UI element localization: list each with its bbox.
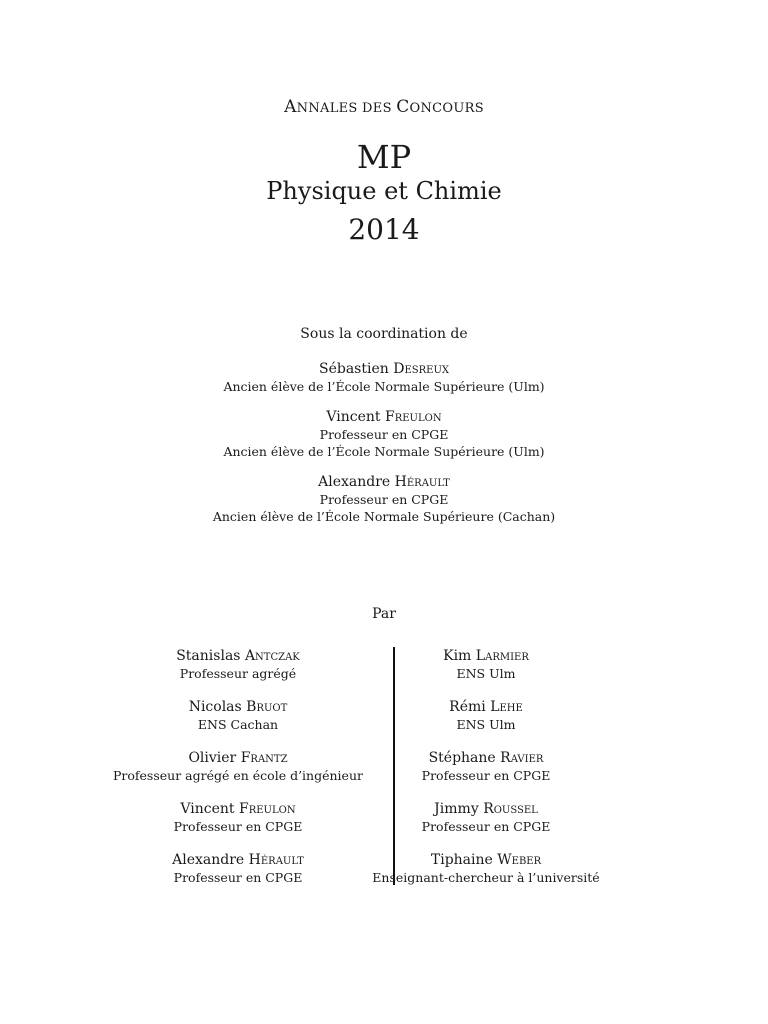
last-name: Freulon bbox=[239, 801, 296, 817]
coordination-intro: Sous la coordination de bbox=[300, 326, 468, 342]
author bbox=[286, 699, 686, 733]
last-name: Hérault bbox=[248, 852, 304, 868]
first-name: Olivier bbox=[188, 750, 237, 766]
authors-right-column bbox=[372, 648, 768, 903]
last-name: Weber bbox=[497, 852, 542, 868]
author-role: Professeur en CPGE bbox=[421, 819, 551, 834]
author-role: Professeur en CPGE bbox=[173, 819, 303, 834]
author-role: Professeur agrégé bbox=[179, 666, 297, 681]
author bbox=[286, 750, 686, 784]
first-name: Vincent bbox=[180, 801, 235, 817]
coordinator-role: Ancien élève de l’École Normale Supérieure (Ulm) bbox=[223, 444, 545, 459]
first-name: Stéphane bbox=[428, 750, 496, 766]
coordinator-role: Ancien élève de l’École Normale Supérieure (Cachan) bbox=[212, 509, 556, 524]
author-role: Professeur en CPGE bbox=[421, 768, 551, 783]
first-name: Jimmy bbox=[434, 801, 479, 817]
author-role: Professeur en CPGE bbox=[173, 870, 303, 885]
series-text-2: ONCOURS bbox=[409, 101, 484, 116]
last-name: Roussel bbox=[483, 801, 538, 817]
coordinator-name bbox=[0, 361, 768, 378]
first-name: Alexandre bbox=[318, 474, 391, 490]
first-name: Alexandre bbox=[172, 852, 245, 868]
author-role: ENS Ulm bbox=[456, 666, 516, 681]
first-name: Rémi bbox=[449, 699, 486, 715]
last-name: Bruot bbox=[246, 699, 288, 715]
coordinator-role: Ancien élève de l’École Normale Supérieure (Ulm) bbox=[223, 379, 545, 394]
series-text-1: NNALES DES bbox=[296, 101, 397, 116]
author-role: Professeur agrégé en école d’ingénieur bbox=[113, 768, 363, 783]
last-name: Lehe bbox=[490, 699, 523, 715]
series-title bbox=[0, 97, 768, 117]
last-name: Hérault bbox=[394, 474, 450, 490]
author-name bbox=[286, 750, 686, 767]
author bbox=[286, 648, 686, 682]
author-role: ENS Ulm bbox=[456, 717, 516, 732]
exam-title: MP bbox=[356, 138, 412, 176]
last-name: Antczak bbox=[244, 648, 300, 664]
first-name: Stanislas bbox=[176, 648, 241, 664]
author-role: ENS Cachan bbox=[197, 717, 279, 732]
coordinator-role: Professeur en CPGE bbox=[319, 492, 449, 507]
coordinator-name bbox=[0, 474, 768, 491]
first-name: Nicolas bbox=[188, 699, 242, 715]
first-name: Sébastien bbox=[319, 361, 389, 377]
series-letter-a: A bbox=[284, 97, 297, 117]
coordinators-list bbox=[0, 361, 768, 539]
authors-intro: Par bbox=[372, 606, 396, 622]
author bbox=[286, 801, 686, 835]
coordinator bbox=[0, 409, 768, 460]
author-name bbox=[286, 801, 686, 818]
author-name bbox=[286, 699, 686, 716]
coordinator-role: Professeur en CPGE bbox=[319, 427, 449, 442]
first-name: Vincent bbox=[326, 409, 381, 425]
author-name bbox=[286, 852, 686, 869]
author bbox=[286, 852, 686, 886]
series-letter-c: C bbox=[396, 97, 410, 117]
last-name: Larmier bbox=[475, 648, 529, 664]
coordinator-name bbox=[0, 409, 768, 426]
year-title: 2014 bbox=[348, 213, 420, 246]
last-name: Freulon bbox=[385, 409, 442, 425]
author-name bbox=[286, 648, 686, 665]
last-name: Desreux bbox=[393, 361, 449, 377]
coordinator bbox=[0, 474, 768, 525]
last-name: Frantz bbox=[240, 750, 288, 766]
subject-title: Physique et Chimie bbox=[266, 177, 502, 205]
first-name: Kim bbox=[443, 648, 472, 664]
coordinator bbox=[0, 361, 768, 395]
last-name: Ravier bbox=[500, 750, 544, 766]
author-role: Enseignant-chercheur à l’université bbox=[372, 870, 600, 885]
first-name: Tiphaine bbox=[430, 852, 493, 868]
